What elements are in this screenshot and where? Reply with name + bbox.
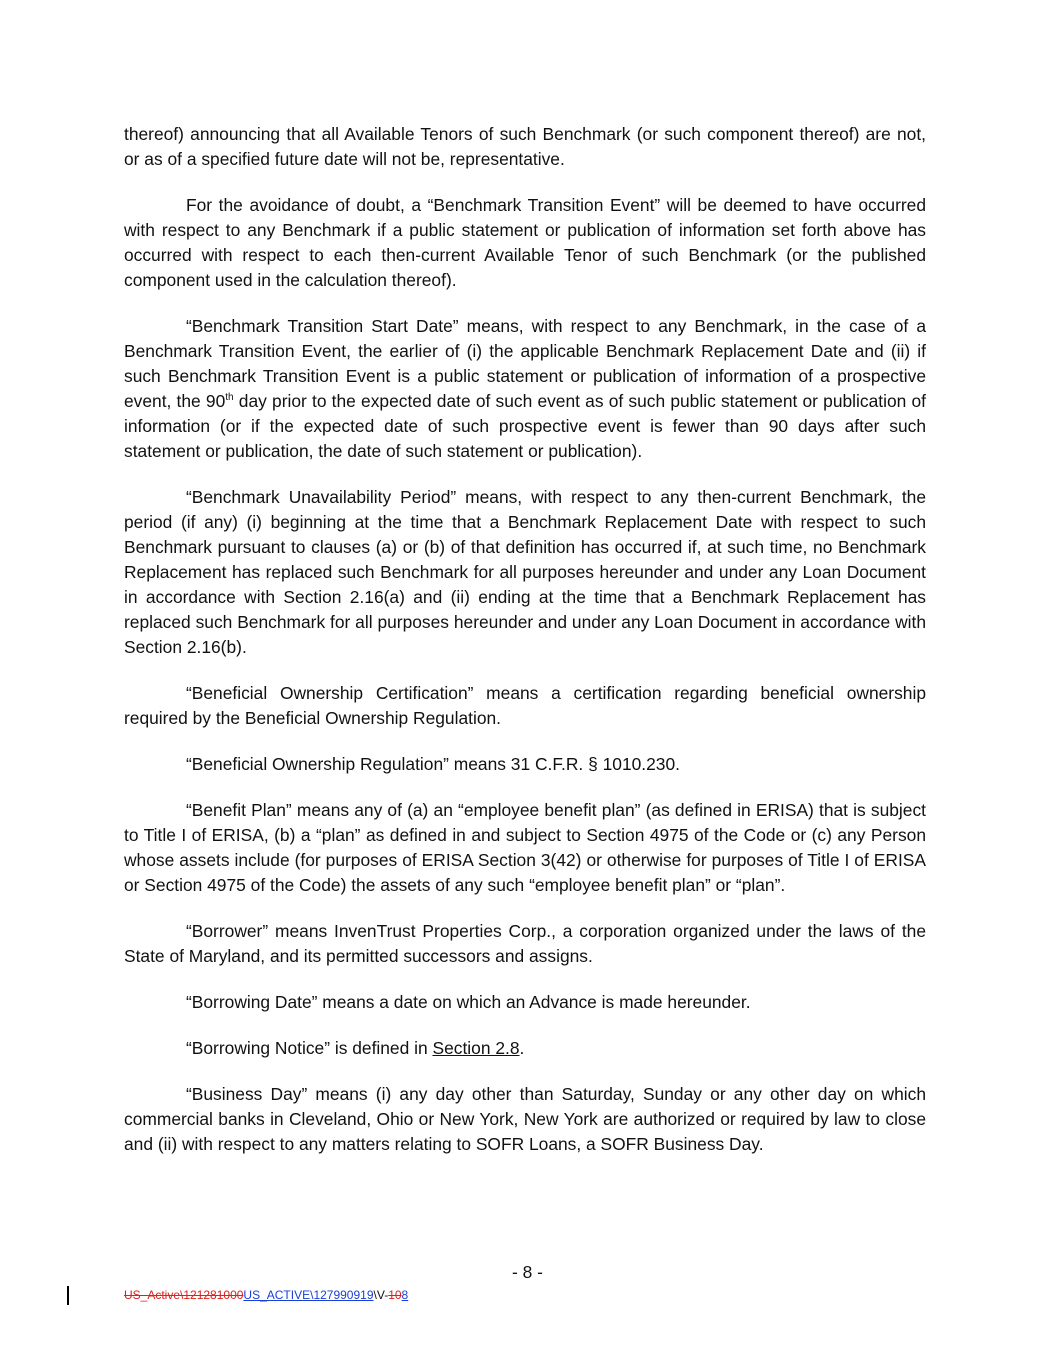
paragraph-business-day: “Business Day” means (i) any day other than Saturday, Sunday or any other day on which commercial banks in Cleveland, Ohio or New York, New York are authorized or required by law to close and (ii) with respect to any matters relating to SOFR Loans, a SOFR Business Day.: [124, 1084, 926, 1154]
paragraph-text-after-superscript: day prior to the expected date of such event as of such public statement or publication of information (or if the expected date of such prospective event is fewer than 90 days after such statement or publication, the date of such statement or publication).: [124, 391, 926, 461]
inserted-document-id: US_ACTIVE\127990919: [243, 1288, 374, 1302]
paragraph-borrowing-date: “Borrowing Date” means a date on which an Advance is made hereunder.: [186, 992, 751, 1012]
page-number: - 8 -: [512, 1262, 543, 1282]
paragraph-borrowing-notice: [124, 1036, 926, 1061]
paragraph-benchmark-transition-event-continuation: thereof) announcing that all Available Tenors of such Benchmark (or such component thereof) are not, or as of a specified future date will not be, representative.: [124, 124, 926, 169]
inserted-version: 8: [401, 1288, 409, 1302]
document-body: [124, 122, 926, 1178]
document-id: [124, 1288, 408, 1302]
paragraph-benefit-plan: “Benefit Plan” means any of (a) an “employee benefit plan” (as defined in ERISA) that is subject to Title I of ERISA, (b) a “plan” as defined in and subject to Section 4975 of the Code or (c) any Person whose assets include (for purposes of ERISA Section 3(42) or otherwise for purposes of Title I of ERISA or Section 4975 of the Code) the assets of any such “employee benefit plan” or “plan”.: [124, 800, 926, 895]
version-prefix: \V-: [373, 1288, 389, 1302]
paragraph-benchmark-unavailability-period: “Benchmark Unavailability Period” means, with respect to any then-current Benchmark, the period (if any) (i) beginning at the time that a Benchmark Replacement Date with respect to such Benchmark pursuant to clauses (a) or (b) of that definition has occurred if, at such time, no Benchmark Replacement has replaced such Benchmark for all purposes hereunder and under any Loan Document in accordance with Section 2.16(a) and (ii) ending at the time that a Benchmark Replacement has replaced such Benchmark for all purposes hereunder and under any Loan Document in accordance with Section 2.16(b).: [124, 487, 926, 657]
paragraph-text-before-superscript: “Benchmark Transition Start Date” means, with respect to any Benchmark, in the case of a Benchmark Transition Event, the earlier of (i) the applicable Benchmark Replacement Date and (ii) if such Benchmark Transition Event is a public statement or publication of information of a prospective event, the 90: [124, 316, 926, 411]
paragraph-borrower: “Borrower” means InvenTrust Properties Corp., a corporation organized under the laws of the State of Maryland, and its permitted successors and assigns.: [124, 921, 926, 966]
paragraph-text-before-reference: “Borrowing Notice” is defined in: [186, 1038, 433, 1058]
change-bar: [67, 1286, 69, 1305]
deleted-document-id: US_Active\121281000: [124, 1288, 244, 1302]
paragraph-beneficial-ownership-regulation: “Beneficial Ownership Regulation” means 31 C.F.R. § 1010.230.: [186, 754, 680, 774]
deleted-version: 10: [388, 1288, 402, 1302]
paragraph-beneficial-ownership-certification: “Beneficial Ownership Certification” means a certification regarding beneficial ownership required by the Beneficial Ownership Regulation.: [124, 683, 926, 728]
section-reference: Section 2.8: [432, 1038, 520, 1058]
paragraph-text-after-reference: .: [519, 1038, 525, 1058]
paragraph-avoidance-of-doubt: For the avoidance of doubt, a “Benchmark Transition Event” will be deemed to have occurred with respect to any Benchmark if a public statement or publication of information set forth above has occurred with respect to each then-current Available Tenor of such Benchmark (or the published component used in the calculation thereof).: [124, 195, 926, 290]
paragraph-benchmark-transition-start-date: [124, 314, 926, 464]
ordinal-superscript: th: [225, 392, 234, 404]
